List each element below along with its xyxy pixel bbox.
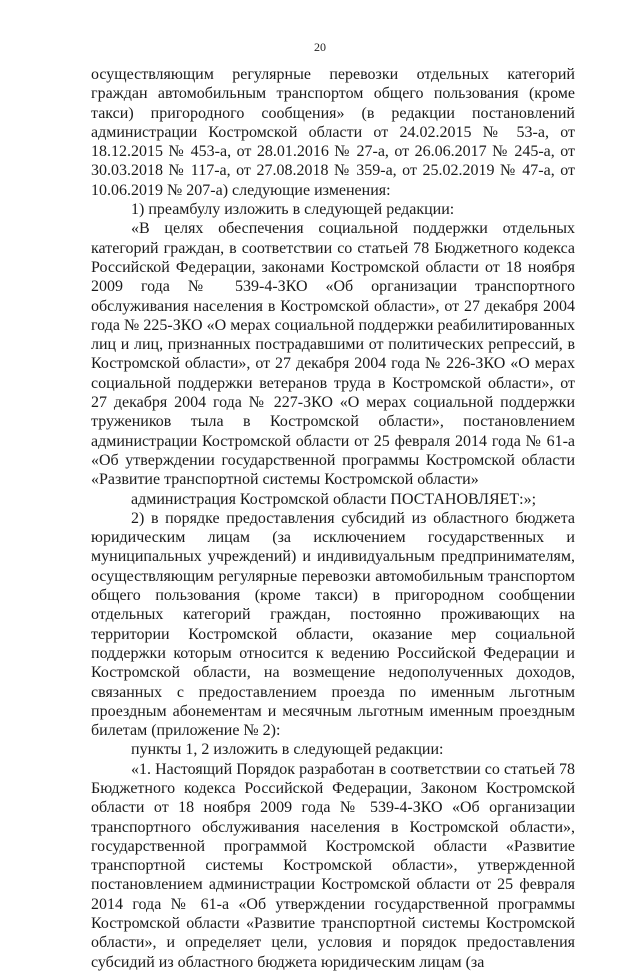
paragraph-item-2: 2) в порядке предоставления субсидий из областного бюджета юридическим лицам (за исключением государственных и муниципальных учреждений) и индивидуальным предпринимателям, осуществляющим регулярные перевозки автомобильным транспортом общего пользования (кроме такси) в пригородном сообщении отдельных категорий граждан, постоянно проживающих на территории Костромской области, оказание мер социальной поддержки которым относится к ведению Российской Федерации и Костромской области, на возмещение недополученных доходов, связанных с предоставлением проезда по именным льготным проездным абонементам и месячным льготным именным проездным билетам (приложение № 2):	[91, 509, 575, 740]
paragraph-item-1: 1) преамбулу изложить в следующей редакции:	[131, 201, 455, 219]
paragraph-preamble: «В целях обеспечения социальной поддержки отдельных категорий граждан, в соответствии со статьей 78 Бюджетного кодекса Российской Федерации, законами Костромской области от 18 ноября 2009 года № 539-4-ЗКО «Об организации транспортного обслуживания населения в Костромской области», от 27 декабря 2004 года № 225-ЗКО «О мерах социальной поддержки реабилитированных лиц и лиц, признанных пострадавшими от политических репрессий, в Костромской области», от 27 декабря 2004 года № 226-ЗКО «О мерах социальной поддержки ветеранов труда в Костромской области», от 27 декабря 2004 года № 227-ЗКО «О мерах социальной поддержки тружеников тыла в Костромской области», постановлением администрации Костромской области от 25 февраля 2014 года № 61-а «Об утверждении государственной программы Костромской области «Развитие транспортной системы Костромской области»	[91, 220, 575, 489]
paragraph-points: пункты 1, 2 изложить в следующей редакции:	[131, 741, 444, 759]
document-body	[91, 65, 575, 972]
paragraph-continuation: осуществляющим регулярные перевозки отдельных категорий граждан автомобильным транспортом общего пользования (кроме такси) пригородного сообщения» (в редакции постановлений администрации Костромской области от 24.02.2015 № 53-а, от 18.12.2015 № 453-а, от 28.01.2016 № 27-а, от 26.06.2017 № 245-а, от 30.03.2018 № 117-а, от 27.08.2018 № 359-а, от 25.02.2019 № 47-а, от 10.06.2019 № 207-а) следующие изменения:	[91, 66, 575, 199]
paragraph-resolves: администрация Костромской области ПОСТАНОВЛЯЕТ:»;	[131, 490, 537, 508]
paragraph-point-1: «1. Настоящий Порядок разработан в соответствии со статьей 78 Бюджетного кодекса Российской Федерации, Законом Костромской области от 18 ноября 2009 года № 539-4-ЗКО «Об организации транспортного обслуживания населения в Костромской области», государственной программой Костромской области «Развитие транспортной системы Костромской области», утвержденной постановлением администрации Костромской области от 25 февраля 2014 года № 61-а «Об утверждении государственной программы Костромской области «Развитие транспортной системы Костромской области», и определяет цели, условия и порядок предоставления субсидий из областного бюджета юридическим лицам (за	[91, 760, 575, 971]
page-number: 20	[314, 40, 326, 54]
